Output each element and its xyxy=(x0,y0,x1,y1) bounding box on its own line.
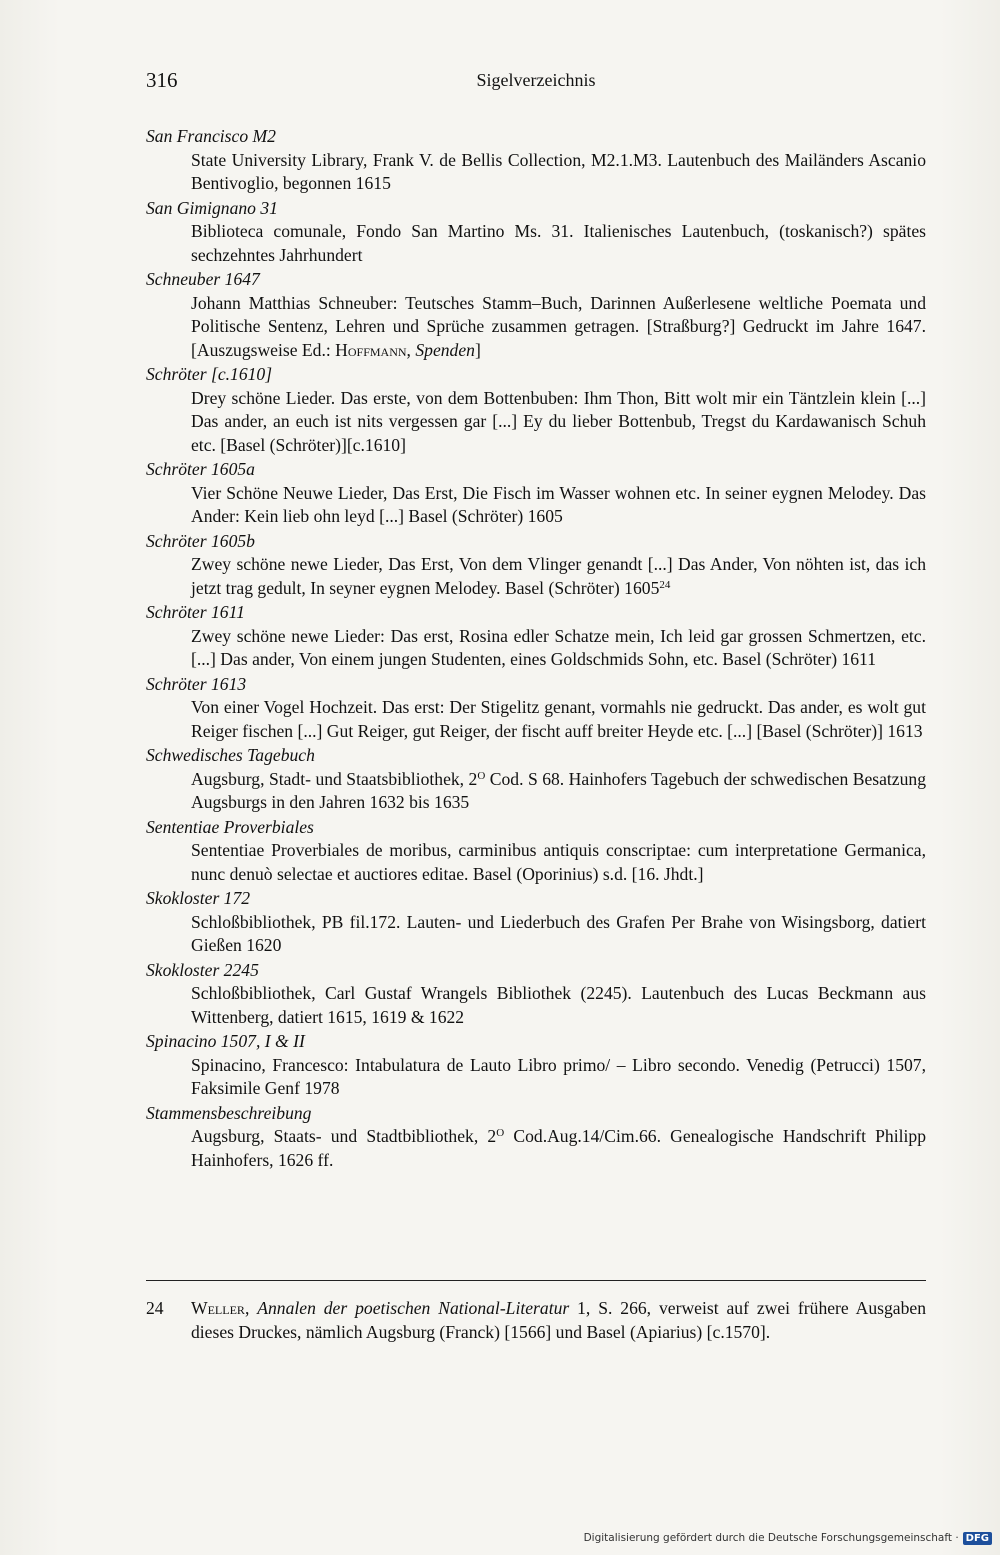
entry-siglum: Spinacino 1507, I & II xyxy=(146,1031,305,1051)
dfg-logo[interactable]: DFG xyxy=(963,1532,992,1545)
author-name: Hoffmann xyxy=(335,339,407,360)
entry-description: Sententiae Proverbiales de moribus, carminibus antiquis conscriptae: cum interpretatione Germanica, nunc denuò selectae et auctiores editae. Basel (Oporinius) s.d. [16. Jhdt.] xyxy=(191,840,926,884)
entry-siglum: Schröter 1605a xyxy=(146,459,255,479)
entry-siglum: Schröter 1605b xyxy=(146,530,255,551)
list-item xyxy=(146,816,926,887)
entry-siglum: Skokloster 172 xyxy=(146,888,251,908)
list-item xyxy=(146,673,926,744)
entry-siglum: Schröter 1613 xyxy=(146,673,247,694)
footnote-body: 1, S. 266, verweist auf zwei frühere Ausgaben dieses Druckes, nämlich Augsburg (Franck) [1566] und Basel (Apiarius) [c.1570]. xyxy=(191,1298,927,1342)
sigel-list xyxy=(146,125,926,1173)
entry-description: Zwey schöne newe Lieder: Das erst, Rosina edler Schatze mein, Ich leid gar grossen Schmertzen, etc. [...] Das ander, Von einem jungen Studenten, eines Goldschmids Sohn, etc. Basel (Schröter) 1611 xyxy=(191,625,926,669)
entry-siglum: San Francisco M2 xyxy=(146,126,276,146)
entry-description: Spinacino, Francesco: Intabulatura de Lauto Libro primo/ – Libro secondo. Venedig (Petrucci) 1507, Faksimile Genf 1978 xyxy=(191,1054,926,1098)
footnote-title: Annalen der poetischen National-Literatur xyxy=(257,1298,570,1318)
running-head: Sigelverzeichnis xyxy=(476,70,596,90)
footnote xyxy=(146,1297,926,1344)
entry-description-text: , xyxy=(406,339,416,360)
footnote-author: Weller xyxy=(191,1298,245,1318)
list-item xyxy=(146,1102,926,1173)
entry-description-text: Cod. S 68. Hainhofers Tagebuch der schwedischen Besatzung Augsburgs in den Jahren 1632 bis 1635 xyxy=(191,768,926,812)
entry-description-text: Zwey schöne newe Lieder, Das Erst, Von dem Vlinger genandt [...] Das Ander, Von nöhten ist, das ich jetzt trag gedult, In seyner eygnen Melodey. Basel (Schröter) 1605 xyxy=(191,554,926,598)
list-item xyxy=(146,601,926,672)
entry-description xyxy=(191,768,926,815)
list-item xyxy=(146,268,926,362)
short-title: Spenden xyxy=(415,339,475,360)
entry-description: Vier Schöne Neuwe Lieder, Das Erst, Die Fisch im Wasser wohnen etc. In seiner eygnen Melodey. Das Ander: Kein lieb ohn leyd [...] Basel (Schröter) 1605 xyxy=(191,482,926,526)
list-item xyxy=(146,887,926,958)
entry-description xyxy=(191,292,926,363)
footnote-number: 24 xyxy=(146,1298,164,1318)
page-number: 316 xyxy=(146,68,178,92)
list-item xyxy=(146,530,926,601)
entry-description: Schloßbibliothek, Carl Gustaf Wrangels Bibliothek (2245). Lautenbuch des Lucas Beckmann aus Wittenberg, datiert 1615, 1619 & 1622 xyxy=(191,983,926,1027)
entry-siglum: Skokloster 2245 xyxy=(146,959,259,980)
entry-description-text: ] xyxy=(474,339,481,360)
entry-description: State University Library, Frank V. de Bellis Collection, M2.1.M3. Lautenbuch des Mailänders Ascanio Bentivoglio, begonnen 1615 xyxy=(191,149,926,193)
entry-siglum: Stammensbeschreibung xyxy=(146,1102,312,1123)
entry-siglum: Schröter [c.1610] xyxy=(146,364,273,384)
entry-description: Drey schöne Lieder. Das erste, von dem Bottenbuben: Ihm Thon, Bitt wolt mir ein Täntzlein klein [...] Das ander, an euch ist nits vergessen gar [...] Ey du lieber Bottenbub, Tregst du Kardawanisch Schuh etc. [Basel (Schröter)][c.1610] xyxy=(191,387,926,455)
list-item xyxy=(146,744,926,815)
entry-description-text: Cod.Aug.14/Cim.66. Genealogische Handschrift Philipp Hainhofers, 1626 ff. xyxy=(191,1126,926,1170)
format-superscript: O xyxy=(496,1127,505,1139)
entry-siglum: Sententiae Proverbiales xyxy=(146,816,314,837)
entry-siglum: Schwedisches Tagebuch xyxy=(146,745,315,765)
entry-siglum: Schröter 1611 xyxy=(146,602,245,622)
entry-description-text: Augsburg, Staats- und Stadtbibliothek, 2 xyxy=(191,1126,497,1146)
entry-description xyxy=(191,553,926,600)
list-item xyxy=(146,125,926,196)
entry-siglum: Schneuber 1647 xyxy=(146,269,260,289)
list-item xyxy=(146,1030,926,1101)
footnote-reference[interactable]: 24 xyxy=(659,578,671,591)
entry-description: Schloßbibliothek, PB fil.172. Lauten- und Liederbuch des Grafen Per Brahe von Wisingsborg, datiert Gießen 1620 xyxy=(191,911,926,955)
entry-siglum: San Gimignano 31 xyxy=(146,197,278,218)
entry-description: Von einer Vogel Hochzeit. Das erst: Der Stigelitz genant, vormahls nie gedruckt. Das ander, es wolt gut Reiger fischen [...] Gut Reiger, gut Reiger, der fischt auff breiter Heyde etc. [...] [Basel (Schröter)] 1613 xyxy=(191,697,926,741)
digitization-credit xyxy=(584,1527,992,1549)
entry-description: Biblioteca comunale, Fondo San Martino Ms. 31. Italienisches Lautenbuch, (toskanisch?) spätes sechzehntes Jahrhundert xyxy=(191,221,926,265)
page-header xyxy=(146,68,926,98)
entry-description-text: Johann Matthias Schneuber: Teutsches Stamm–Buch, Darinnen Außerlesene weltliche Poemata und Politische Sentenz, Lehren und Sprüche zusammen getragen. [Straßburg?] Gedruckt im Jahre 1647. [Auszugsweise Ed.: xyxy=(191,292,926,360)
list-item xyxy=(146,197,926,268)
entry-description-text: Augsburg, Stadt- und Staatsbibliothek, 2 xyxy=(191,768,478,789)
list-item xyxy=(146,458,926,529)
credit-text: Digitalisierung gefördert durch die Deutsche Forschungsgemeinschaft · xyxy=(583,1532,959,1544)
format-superscript: O xyxy=(477,769,486,782)
entry-description xyxy=(191,1125,926,1172)
footnote-text: Weller, Annalen der poetischen National-Literatur 1, S. 266, verweist auf zwei frühere Ausgaben dieses Druckes, nämlich Augsburg (Franck) [1566] und Basel (Apiarius) [c.1570]. xyxy=(191,1298,927,1342)
list-item xyxy=(146,363,926,457)
list-item xyxy=(146,959,926,1030)
footnote-divider xyxy=(146,1280,926,1281)
